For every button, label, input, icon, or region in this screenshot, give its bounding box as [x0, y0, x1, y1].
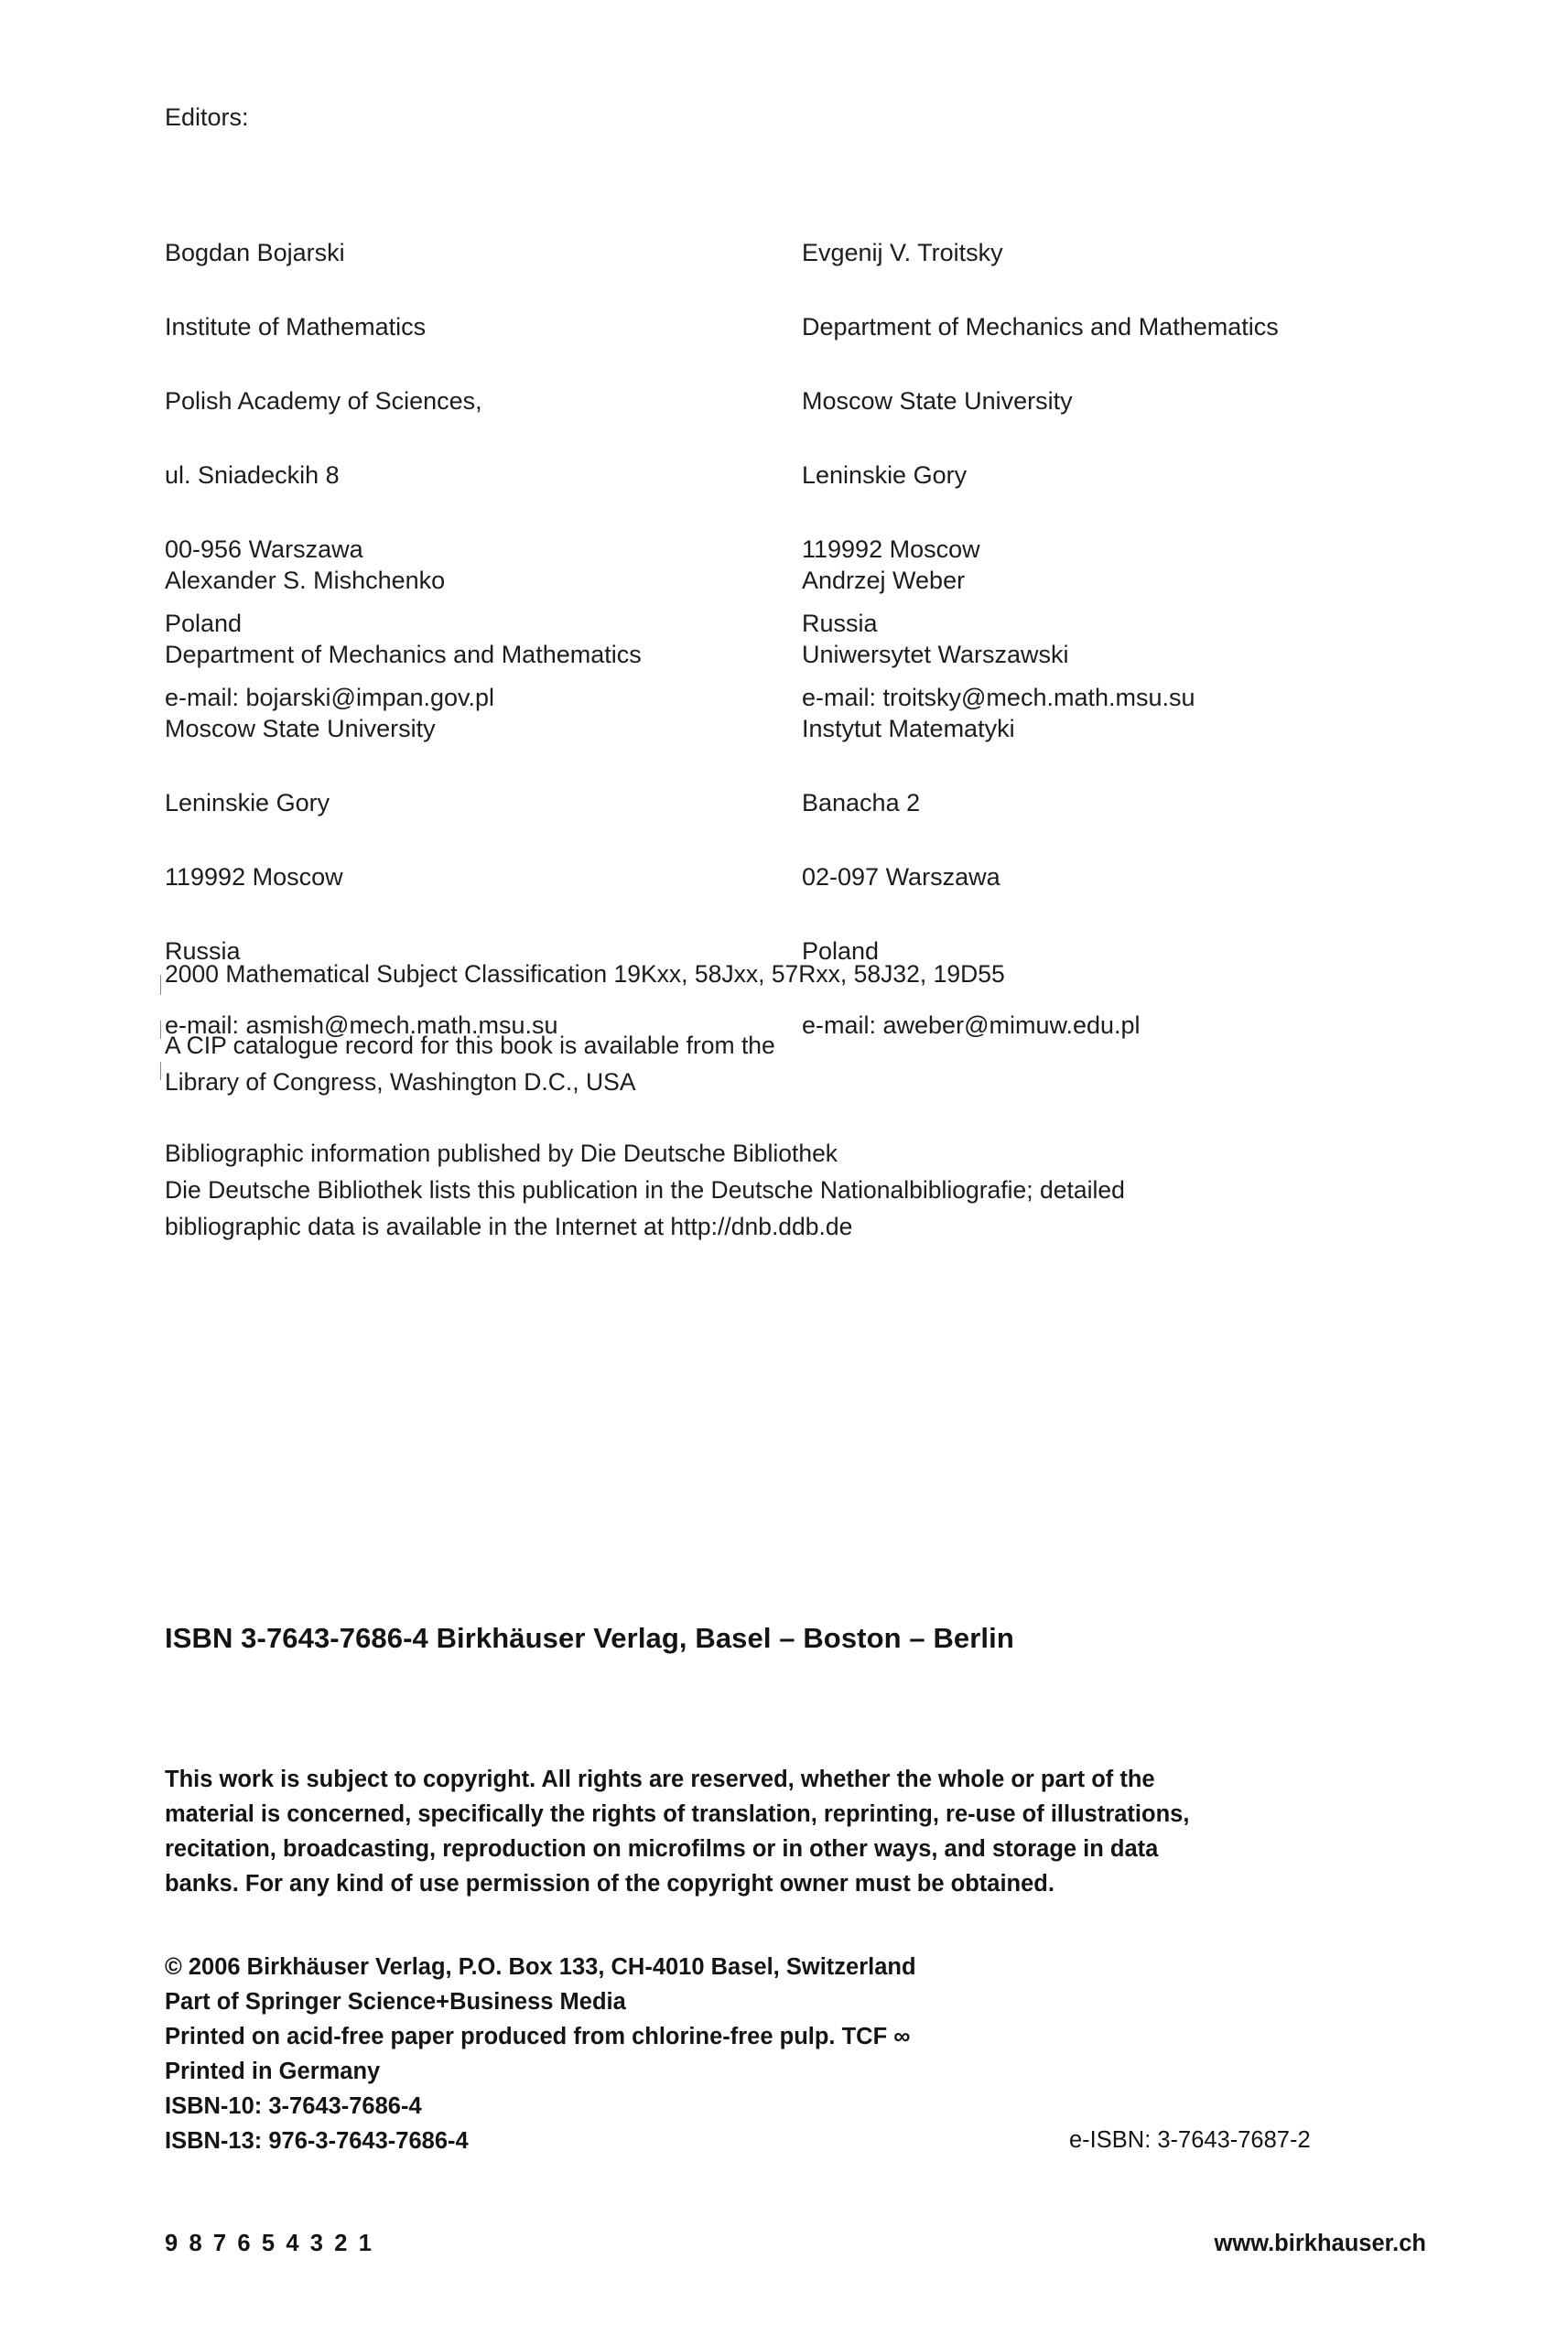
editor-affiliation-line: Department of Mechanics and Mathematics — [165, 640, 642, 668]
publisher-website: www.birkhauser.ch — [1214, 2231, 1426, 2256]
editor-affiliation-line: Uniwersytet Warszawski — [802, 640, 1069, 668]
scan-artifact-mark — [160, 1021, 161, 1039]
editor-email: e-mail: aweber@mimuw.edu.pl — [802, 1011, 1141, 1039]
scan-artifact-mark — [160, 975, 161, 995]
editor-email: e-mail: asmish@mech.math.msu.su — [165, 1011, 558, 1039]
editors-heading: Editors: — [165, 103, 249, 131]
isbn-10-line: ISBN-10: 3-7643-7686-4 — [165, 2093, 422, 2119]
publisher-group-line: Part of Springer Science+Business Media — [165, 1989, 626, 2015]
editor-affiliation-line: Moscow State University — [802, 386, 1073, 415]
copyright-paragraph-line: This work is subject to copyright. All rights are reserved, whether the whole or part of the — [165, 1767, 1155, 1792]
editor-country: Russia — [802, 609, 878, 637]
cip-notice — [165, 1027, 775, 1100]
editor-address-line: 02-097 Warszawa — [802, 862, 1000, 891]
editor-name: Evgenij V. Troitsky — [802, 238, 1003, 266]
editor-country: Poland — [165, 609, 243, 637]
editor-country: Russia — [165, 936, 241, 965]
print-run-number: 9 8 7 6 5 4 3 2 1 — [165, 2231, 374, 2256]
editor-affiliation-line: Polish Academy of Sciences, — [165, 386, 482, 415]
editor-affiliation-line: Moscow State University — [165, 714, 436, 742]
copyright-paragraph — [165, 1762, 1423, 1901]
editor-name: Alexander S. Mishchenko — [165, 566, 446, 594]
editor-email: e-mail: troitsky@mech.math.msu.su — [802, 683, 1195, 711]
editor-address-line: Leninskie Gory — [802, 460, 968, 489]
editor-affiliation-line: Instytut Matematyki — [802, 714, 1015, 742]
editor-address-line: 119992 Moscow — [802, 535, 980, 563]
editor-name: Bogdan Bojarski — [165, 238, 345, 266]
editor-address-line: Banacha 2 — [802, 788, 921, 816]
paper-notice-line: Printed on acid-free paper produced from chlorine-free pulp. TCF ∞ — [165, 2024, 911, 2049]
copyright-line: © 2006 Birkhäuser Verlag, P.O. Box 133, CH-4010 Basel, Switzerland — [165, 1954, 916, 1980]
editor-entry-mishchenko — [165, 524, 642, 1081]
isbn-13-line: ISBN-13: 976-3-7643-7686-4 — [165, 2128, 469, 2154]
editor-affiliation-line: Department of Mechanics and Mathematics — [802, 312, 1279, 341]
editor-email: e-mail: bojarski@impan.gov.pl — [165, 683, 495, 711]
editor-affiliation-line: Institute of Mathematics — [165, 312, 427, 341]
editor-name: Andrzej Weber — [802, 566, 966, 594]
cip-notice-line: A CIP catalogue record for this book is available from the — [165, 1032, 775, 1059]
scan-artifact-mark — [160, 1062, 161, 1080]
editor-address-line: 119992 Moscow — [165, 862, 343, 891]
bibliographic-notice — [165, 1135, 1125, 1245]
isbn-publisher-headline: ISBN 3-7643-7686-4 Birkhäuser Verlag, Basel – Boston – Berlin — [165, 1622, 1014, 1654]
bibliographic-notice-line: Die Deutsche Bibliothek lists this publication in the Deutsche Nationalbibliografie; detailed — [165, 1176, 1125, 1204]
copyright-paragraph-line: banks. For any kind of use permission of the copyright owner must be obtained. — [165, 1871, 1054, 1897]
editor-entry-weber — [802, 524, 1141, 1081]
copyright-paragraph-line: material is concerned, specifically the rights of translation, reprinting, re-use of illustrations, — [165, 1801, 1190, 1827]
subject-classification — [165, 956, 1005, 992]
editor-address-line: ul. Sniadeckih 8 — [165, 460, 340, 489]
editor-address-line: Leninskie Gory — [165, 788, 330, 816]
subject-classification-text: 2000 Mathematical Subject Classification 19Kxx, 58Jxx, 57Rxx, 58J32, 19D55 — [165, 960, 1005, 988]
printed-in-line: Printed in Germany — [165, 2059, 381, 2084]
cip-notice-line: Library of Congress, Washington D.C., USA — [165, 1068, 636, 1096]
e-isbn-line: e-ISBN: 3-7643-7687-2 — [1069, 2127, 1311, 2153]
editor-address-line: 00-956 Warszawa — [165, 535, 363, 563]
bibliographic-notice-line: Bibliographic information published by Die Deutsche Bibliothek — [165, 1140, 838, 1167]
editor-country: Poland — [802, 936, 880, 965]
copyright-paragraph-line: recitation, broadcasting, reproduction on microfilms or in other ways, and storage in data — [165, 1836, 1159, 1862]
bibliographic-notice-line: bibliographic data is available in the Internet at http://dnb.ddb.de — [165, 1213, 853, 1240]
imprint-block — [165, 1950, 916, 2158]
